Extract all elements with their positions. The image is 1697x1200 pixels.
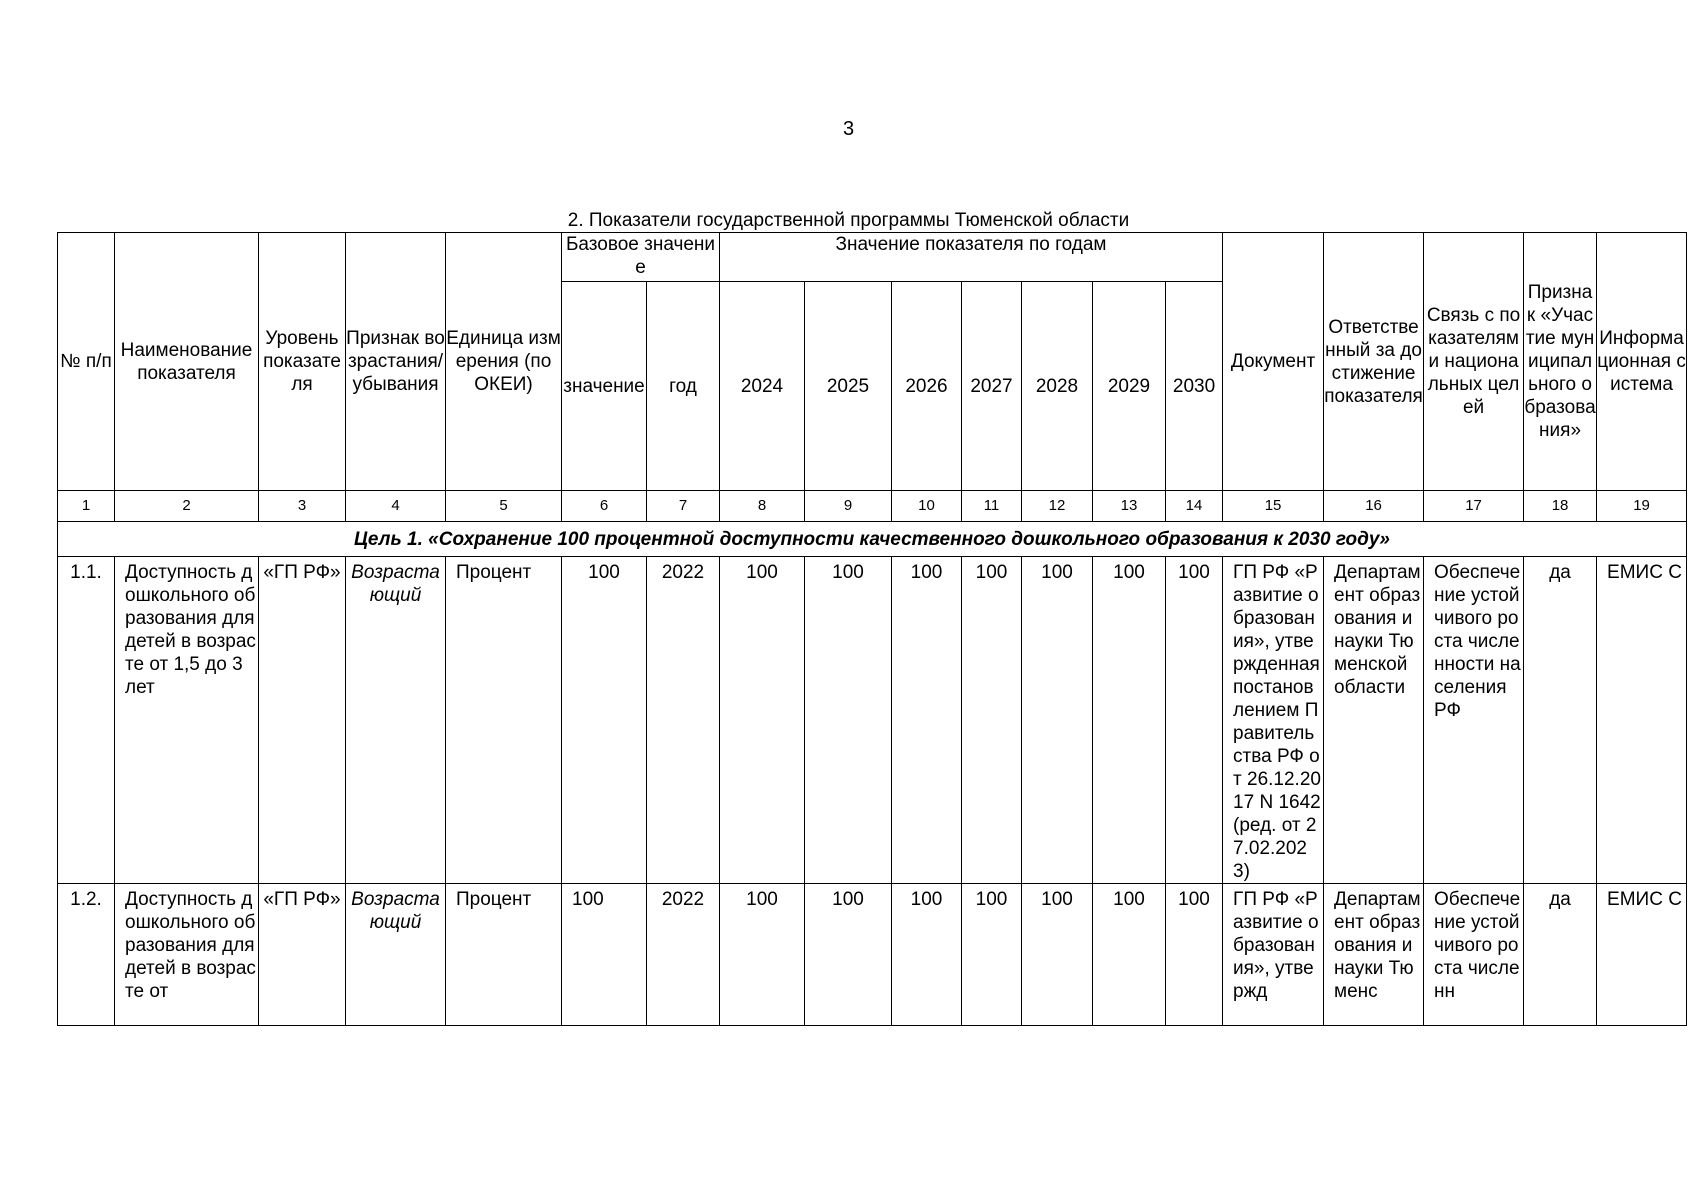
header-num: № п/п	[58, 233, 115, 491]
base-value: 100	[562, 884, 647, 1026]
indicator-document: ГП РФ «Развитие образования», утвержд	[1223, 884, 1324, 1026]
column-number: 7	[647, 491, 720, 522]
base-year: 2022	[647, 557, 720, 884]
value-2029: 100	[1093, 884, 1166, 1026]
indicator-infosystem: ЕМИС С	[1597, 884, 1687, 1026]
column-number: 11	[962, 491, 1022, 522]
column-number: 18	[1524, 491, 1597, 522]
header-base-value: значение	[562, 282, 647, 491]
table-row	[58, 557, 1687, 884]
value-2027: 100	[962, 884, 1022, 1026]
indicator-municipal: да	[1524, 557, 1597, 884]
base-value: 100	[562, 557, 647, 884]
column-number: 6	[562, 491, 647, 522]
header-year-2029: 2029	[1093, 282, 1166, 491]
value-2030: 100	[1166, 884, 1223, 1026]
header-row-1	[58, 233, 1687, 282]
column-number: 13	[1093, 491, 1166, 522]
row-num: 1.1.	[58, 557, 115, 884]
column-number: 15	[1223, 491, 1324, 522]
indicator-link: Обеспечение устойчивого роста численн	[1424, 884, 1524, 1026]
header-unit: Единица измерения (по ОКЕИ)	[446, 233, 562, 491]
header-base-year: год	[647, 282, 720, 491]
value-2028: 100	[1022, 557, 1093, 884]
value-2030: 100	[1166, 557, 1223, 884]
header-trend: Признак возрастания/ убывания	[346, 233, 446, 491]
value-2024: 100	[720, 557, 805, 884]
indicator-unit: Процент	[446, 557, 562, 884]
column-number: 10	[892, 491, 962, 522]
indicator-name: Доступность дошкольного образования для детей в возрасте от	[115, 884, 259, 1026]
column-number: 9	[805, 491, 892, 522]
header-years-group: Значение показателя по годам	[720, 233, 1223, 282]
page-number: 3	[842, 118, 855, 140]
header-base-group: Базовое значение	[562, 233, 720, 282]
value-2026: 100	[892, 557, 962, 884]
indicator-trend: Возрастающий	[346, 557, 446, 884]
header-year-2028: 2028	[1022, 282, 1093, 491]
indicator-infosystem: ЕМИС С	[1597, 557, 1687, 884]
column-number: 16	[1324, 491, 1424, 522]
goal-row	[58, 522, 1687, 557]
indicators-table	[57, 232, 1687, 1026]
header-municipal: Признак «Участие муниципального образования»	[1524, 233, 1597, 491]
indicator-responsible: Департамент образования и науки Тюменской области	[1324, 557, 1424, 884]
value-2028: 100	[1022, 884, 1093, 1026]
indicator-level: «ГП РФ»	[259, 884, 346, 1026]
value-2025: 100	[805, 884, 892, 1026]
header-year-2026: 2026	[892, 282, 962, 491]
base-year: 2022	[647, 884, 720, 1026]
value-2027: 100	[962, 557, 1022, 884]
column-number: 12	[1022, 491, 1093, 522]
header-level: Уровень показателя	[259, 233, 346, 491]
column-number: 19	[1597, 491, 1687, 522]
header-year-2030: 2030	[1166, 282, 1223, 491]
indicator-level: «ГП РФ»	[259, 557, 346, 884]
column-number-row	[58, 491, 1687, 522]
column-number: 14	[1166, 491, 1223, 522]
header-year-2025: 2025	[805, 282, 892, 491]
value-2024: 100	[720, 884, 805, 1026]
goal-title: Цель 1. «Сохранение 100 процентной доступности качественного дошкольного образования к 2030 году»	[58, 522, 1687, 557]
column-number: 4	[346, 491, 446, 522]
indicator-trend: Возрастающий	[346, 884, 446, 1026]
header-responsible: Ответственный за достижение показателя	[1324, 233, 1424, 491]
table-row	[58, 884, 1687, 1026]
value-2026: 100	[892, 884, 962, 1026]
column-number: 3	[259, 491, 346, 522]
column-number: 17	[1424, 491, 1524, 522]
indicator-document: ГП РФ «Развитие образования», утвержденная постановлением Правительства РФ от 26.12.2017 N 1642 (ред. от 27.02.2023)	[1223, 557, 1324, 884]
column-number: 1	[58, 491, 115, 522]
header-year-2027: 2027	[962, 282, 1022, 491]
column-number: 2	[115, 491, 259, 522]
value-2025: 100	[805, 557, 892, 884]
indicator-responsible: Департамент образования и науки Тюменс	[1324, 884, 1424, 1026]
row-num: 1.2.	[58, 884, 115, 1026]
indicator-link: Обеспечение устойчивого роста численности населения РФ	[1424, 557, 1524, 884]
header-year-2024: 2024	[720, 282, 805, 491]
table-title: 2. Показатели государственной программы Тюменской области	[567, 210, 1130, 231]
value-2029: 100	[1093, 557, 1166, 884]
header-document: Документ	[1223, 233, 1324, 491]
header-infosystem: Информационная система	[1597, 233, 1687, 491]
indicator-name: Доступность дошкольного образования для детей в возрасте от 1,5 до 3 лет	[115, 557, 259, 884]
header-name: Наименование показателя	[115, 233, 259, 491]
indicator-unit: Процент	[446, 884, 562, 1026]
indicator-municipal: да	[1524, 884, 1597, 1026]
column-number: 8	[720, 491, 805, 522]
header-link: Связь с показателями национальных целей	[1424, 233, 1524, 491]
column-number: 5	[446, 491, 562, 522]
